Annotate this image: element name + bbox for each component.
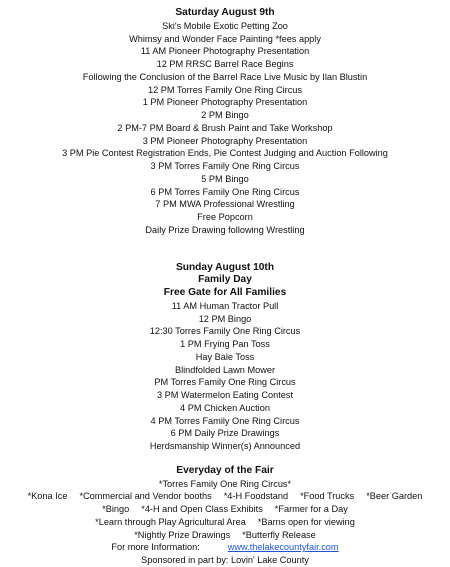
everyday-feature: *Kona Ice bbox=[27, 491, 68, 502]
everyday-feature: *Farmer for a Day bbox=[274, 504, 348, 514]
sunday-heading: Sunday August 10th bbox=[175, 261, 275, 273]
everyday-feature-row bbox=[0, 529, 450, 542]
saturday-event: Following the Conclusion of the Barrel Race Live Music by Ilan Blustin bbox=[82, 71, 368, 82]
saturday-event: 11 AM Pioneer Photography Presentation bbox=[140, 46, 310, 57]
section-spacer bbox=[0, 237, 450, 262]
everyday-feature: *Commercial and Vendor booths bbox=[79, 491, 212, 502]
everyday-feature: *Learn through Play Agricultural Area bbox=[95, 516, 246, 527]
sunday-event: 6 PM Daily Prize Drawings bbox=[170, 428, 280, 439]
sunday-event: PM Torres Family One Ring Circus bbox=[154, 377, 296, 388]
sunday-event: 11 AM Human Tractor Pull bbox=[171, 300, 279, 311]
saturday-heading: Saturday August 9th bbox=[175, 7, 275, 18]
more-info-row bbox=[0, 541, 450, 554]
everyday-feature-row bbox=[0, 503, 450, 516]
saturday-event: Free Popcorn bbox=[197, 212, 253, 222]
saturday-event: 1 PM Pioneer Photography Presentation bbox=[142, 97, 308, 108]
everyday-feature: *4-H and Open Class Exhibits bbox=[141, 504, 263, 514]
more-info-label: For more Information: bbox=[111, 542, 200, 553]
section-spacer bbox=[0, 453, 450, 465]
sunday-event: 12 PM Bingo bbox=[198, 313, 252, 324]
everyday-feature: *Barns open for viewing bbox=[257, 516, 355, 527]
saturday-event: 2 PM Bingo bbox=[201, 110, 249, 120]
everyday-feature: *Torres Family One Ring Circus* bbox=[158, 478, 292, 489]
everyday-feature-row bbox=[0, 516, 450, 529]
saturday-event: 12 PM Torres Family One Ring Circus bbox=[147, 84, 303, 95]
saturday-event: 2 PM-7 PM Board & Brush Paint and Take Workshop bbox=[117, 122, 333, 133]
sunday-event: 12:30 Torres Family One Ring Circus bbox=[149, 326, 301, 337]
sunday-event: Blindfolded Lawn Mower bbox=[174, 364, 276, 375]
everyday-feature: *Food Trucks bbox=[300, 491, 355, 502]
sunday-event-list bbox=[0, 300, 450, 453]
saturday-section bbox=[0, 7, 450, 237]
sponsor-line: Sponsored in part by: Lovin' Lake County bbox=[141, 555, 309, 565]
everyday-feature: *Butterfly Release bbox=[242, 529, 316, 540]
sunday-event: 4 PM Chicken Auction bbox=[180, 402, 270, 413]
sunday-event: 4 PM Torres Family One Ring Circus bbox=[150, 415, 300, 426]
saturday-event: 12 PM RRSC Barrel Race Begins bbox=[156, 59, 294, 69]
everyday-heading: Everyday of the Fair bbox=[176, 464, 274, 476]
everyday-feature-row bbox=[0, 490, 450, 503]
saturday-event: 3 PM Torres Family One Ring Circus bbox=[150, 161, 300, 171]
sunday-event: Herdsmanship Winner(s) Announced bbox=[149, 441, 301, 451]
website-link[interactable]: www.thelakecountyfair.com bbox=[227, 542, 339, 553]
saturday-event: 3 PM Pie Contest Registration Ends, Pie Contest Judging and Auction Following bbox=[62, 148, 388, 159]
sunday-event: Hay Bale Toss bbox=[195, 351, 255, 362]
saturday-event: 5 PM Bingo bbox=[201, 173, 249, 184]
everyday-section bbox=[0, 465, 450, 567]
everyday-feature: *Beer Garden bbox=[366, 491, 423, 502]
everyday-feature: *4-H Foodstand bbox=[223, 491, 289, 502]
sunday-event: 1 PM Frying Pan Toss bbox=[180, 339, 270, 349]
saturday-event-list bbox=[0, 20, 450, 237]
sunday-event: 3 PM Watermelon Eating Contest bbox=[157, 390, 293, 400]
saturday-event: Ski's Mobile Exotic Petting Zoo bbox=[162, 20, 288, 31]
saturday-event: Daily Prize Drawing following Wrestling bbox=[145, 224, 305, 235]
saturday-event: Whimsy and Wonder Face Painting *fees apply bbox=[129, 33, 321, 44]
everyday-feature: *Nightly Prize Drawings bbox=[134, 529, 231, 540]
saturday-event: 3 PM Pioneer Photography Presentation bbox=[142, 135, 308, 146]
saturday-event: 7 PM MWA Professional Wrestling bbox=[155, 199, 295, 210]
saturday-event: 6 PM Torres Family One Ring Circus bbox=[150, 186, 300, 197]
everyday-feature: *Bingo bbox=[102, 504, 130, 514]
family-day-heading: Family Day bbox=[198, 274, 252, 286]
sunday-section bbox=[0, 262, 450, 453]
free-gate-heading: Free Gate for All Families bbox=[163, 287, 287, 298]
